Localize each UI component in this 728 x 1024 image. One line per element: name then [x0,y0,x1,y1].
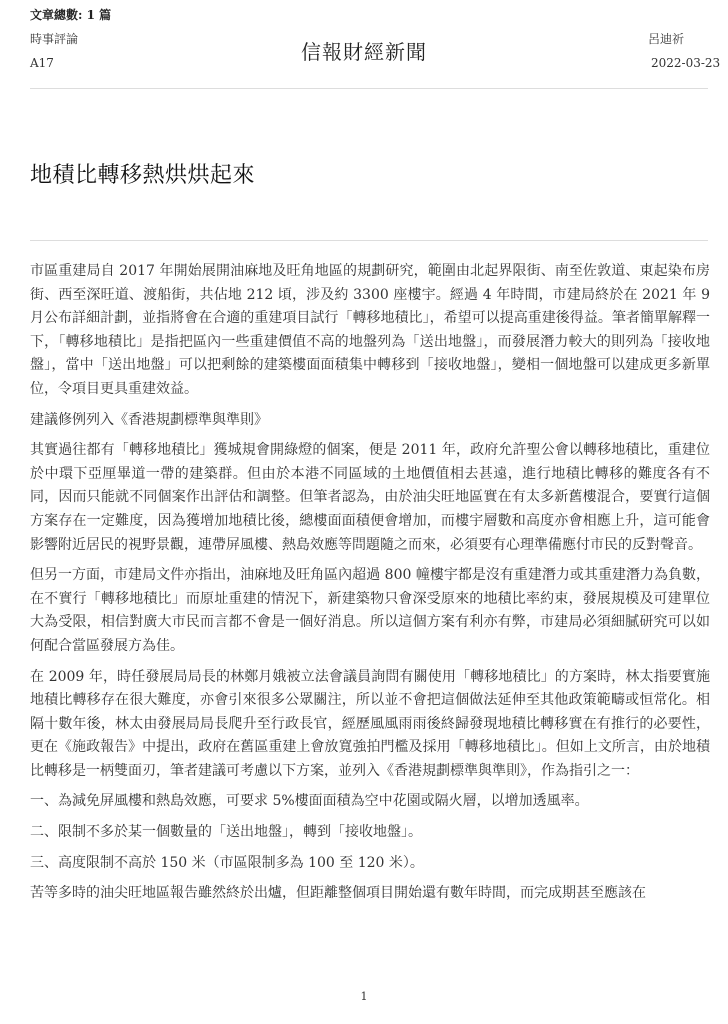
publish-date: 2022-03-23 [651,56,721,70]
author-name: 呂迪祈 [648,32,685,46]
section-name: 時事評論 [30,32,79,46]
page-number: 1 [360,990,368,1003]
publication-title: 信報財經新聞 [301,40,427,64]
paragraph: 在 2009 年，時任發展局局長的林鄭月娥被立法會議員詢問有關使用「轉移地積比」的方案時，林太指要實施地積比轉移存在很大難度，亦會引來很多公眾關注，所以並不會把這個做法延伸至其他政策範疇或恒常化。相隔十數年後，林太由發展局局長爬升至行政長官，經歷風風雨雨後終歸發現地積比轉移實在有推行的必要性，更在《施政報告》中提出，政府在舊區重建上會放寬強拍門檻及採用「轉移地積比」。但如上文所言，由於地積比轉移是一柄雙面刃，筆者建議可考慮以下方案，並列入《香港規劃標準與準則》，作為指引之一： [30,668,710,779]
paragraph: 但另一方面，市建局文件亦指出，油麻地及旺角區內超過 800 幢樓宇都是沒有重建潛力或其重建潛力為負數，在不實行「轉移地積比」而原址重建的情況下，新建築物只會深受原來的地積比率約束，發展規模及可建單位大為受限，相信對廣大市民而言都不會是一個好消息。所以這個方案有利亦有弊，市建局必須細膩研究可以如何配合當區發展方為佳。 [30,567,710,654]
page-code: A17 [30,56,54,70]
list-item-1: 一、為減免屏風樓和熱島效應，可要求 5%樓面面積為空中花園或隔火層，以增加透風率。 [30,793,589,810]
paragraph: 其實過往都有「轉移地積比」獲城規會開綠燈的個案，便是 2011 年，政府允許聖公會以轉移地積比，重建位於中環下亞厘畢道一帶的建築群。但由於本港不同區域的土地價值相去甚遠，進行地積比轉移的難度各有不同，因而只能就不同個案作出評估和調整。但筆者認為，由於油尖旺地區實在有太多新舊樓混合，要實行這個方案存在一定難度，因為獲增加地積比後，總樓面面積便會增加，而樓宇層數和高度亦會相應上升，這可能會影響附近居民的視野景觀，連帶屏風樓、熱島效應等問題隨之而來，必須要有心理準備應付市民的反對聲音。 [30,442,710,553]
article-headline: 地積比轉移熱烘烘起來 [30,163,256,188]
article-body [30,260,710,913]
headline-divider [30,240,708,241]
article-count: 文章總數: 1 篇 [30,8,112,22]
paragraph-intro: 市區重建局自 2017 年開始展開油麻地及旺角地區的規劃研究，範圍由北起界限街、南至佐敦道、東起染布房街、西至深旺道、渡船街，共佔地 212 頃，涉及約 3300 座樓宇。經過 4 年時間，市建局終於在 2021 年 9 月公布詳細計劃，並指將會在合適的重建項目試行「轉移地積比」，希望可以提高重建後得益。筆者簡單解釋一下，「轉移地積比」是指把區內一些重建價值不高的地盤列為「送出地盤」，而發展潛力較大的則列為「接收地盤」，當中「送出地盤」可以把剩餘的建築樓面面積集中轉移到「接收地盤」，變相一個地盤可以建成更多新單位，令項目更具重建效益。 [30,263,710,397]
header-divider [30,88,708,89]
list-item-3: 三、高度限制不高於 150 米（市區限制多為 100 至 120 米）。 [30,854,424,871]
subheading: 建議修例列入《香港規劃標準與準則》 [30,411,268,428]
paragraph-closing: 苦等多時的油尖旺地區報告雖然終於出爐，但距離整個項目開始還有數年時間，而完成期甚至應該在 [30,885,646,902]
list-item-2: 二、限制不多於某一個數量的「送出地盤」，轉到「接收地盤」。 [30,824,422,841]
